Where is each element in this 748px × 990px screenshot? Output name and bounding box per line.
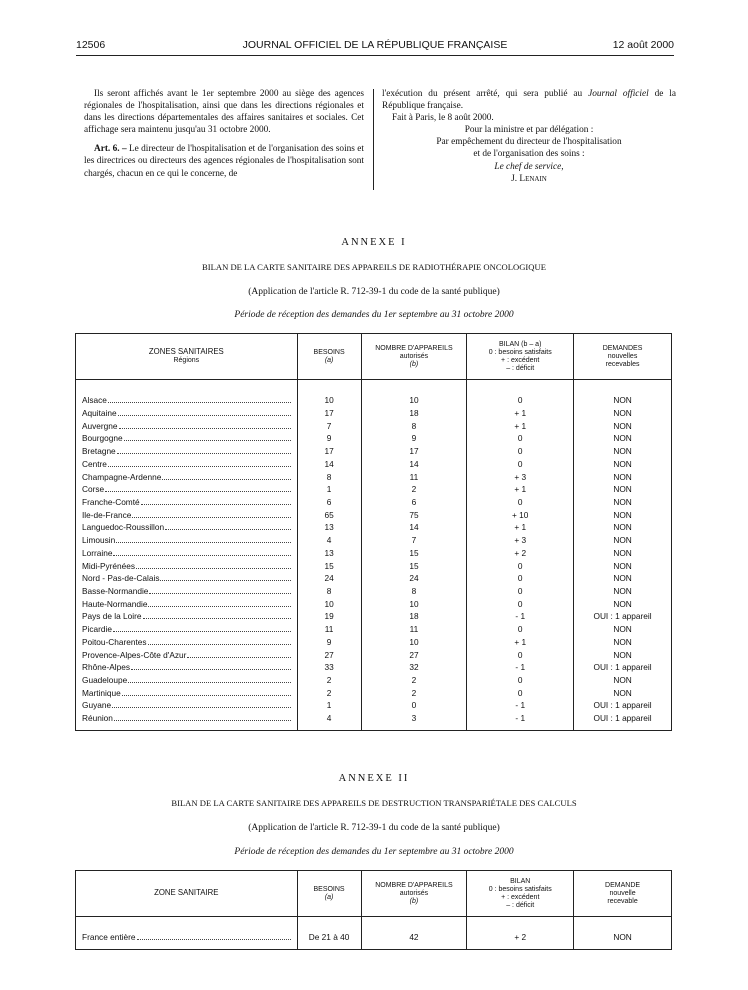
zone-label: Martinique [82,687,121,698]
leader-dots [148,637,291,645]
bilan-cell: 0 [467,674,574,687]
table-row [76,483,672,496]
autorises-cell: 2 [361,674,467,687]
col-header-autorises: NOMBRE D'APPAREILS autorisés (b) [361,334,467,380]
autorises-cell: 17 [361,445,467,458]
zone-cell [76,687,298,700]
besoins-cell: 15 [297,559,361,572]
leader-dots [108,395,291,403]
bilan-cell: 0 [467,559,574,572]
bilan-cell: 0 [467,445,574,458]
zone-label: Lorraine [82,547,113,558]
autorises-cell: 18 [361,610,467,623]
article-label: Art. 6. – [94,144,127,155]
demandes-cell: NON [574,470,672,483]
zone-cell [76,458,298,471]
besoins-cell: 19 [297,610,361,623]
col-header-zone: ZONE SANITAIRE [76,871,298,917]
col-header-bilan: BILAN 0 : besoins satisfaits + : excédent – : déficit [467,871,574,917]
table-row [76,432,672,445]
zone-cell [76,572,298,585]
leader-dots [124,433,291,441]
besoins-cell: 10 [297,598,361,611]
demandes-cell: NON [574,559,672,572]
zone-label: Champagne-Ardenne [82,471,162,482]
autorises-cell: 7 [361,534,467,547]
demandes-cell: NON [574,572,672,585]
bilan-cell: + 3 [467,534,574,547]
autorises-cell: 0 [361,699,467,712]
zone-label: Basse-Normandie [82,586,149,597]
table-row [76,394,672,407]
bilan-cell: 0 [467,585,574,598]
demandes-cell: NON [574,648,672,661]
left-column [84,88,364,180]
zone-cell [76,648,298,661]
autorises-cell: 18 [361,407,467,420]
journal-title: JOURNAL OFFICIEL DE LA RÉPUBLIQUE FRANÇAISE [242,39,508,51]
autorises-cell: 42 [361,931,467,944]
zone-cell [76,699,298,712]
leader-dots [131,662,291,670]
leader-dots [105,484,291,492]
leader-dots [116,535,290,543]
table-row [76,534,672,547]
zone-label: Franche-Comté [82,496,140,507]
table-row [76,623,672,636]
leader-dots [128,675,290,683]
table-row [76,636,672,649]
column-divider [373,89,374,190]
zone-label: Centre [82,458,107,469]
bilan-cell: 0 [467,598,574,611]
annex1-subtitle: BILAN DE LA CARTE SANITAIRE DES APPAREILS DE RADIOTHÉRAPIE ONCOLOGIQUE [202,262,546,272]
bilan-cell: + 10 [467,509,574,522]
autorises-cell: 15 [361,559,467,572]
table-row [76,458,672,471]
bilan-cell: + 2 [467,547,574,560]
demandes-cell: NON [574,636,672,649]
autorises-cell: 3 [361,712,467,725]
col-header-demande: DEMANDE nouvelle recevable [574,871,672,917]
besoins-cell: 4 [297,712,361,725]
table-row [76,674,672,687]
table-row [76,509,672,522]
zone-label: Bretagne [82,446,116,457]
annex1-header-row [76,334,672,380]
signature-line-2: Par empêchement du directeur de l'hospitalisation [436,137,622,148]
leader-dots [187,650,290,658]
demandes-cell: OUI : 1 appareil [574,712,672,725]
zone-cell [76,496,298,509]
zone-cell [76,661,298,674]
zone-cell [76,610,298,623]
demandes-cell: NON [574,394,672,407]
zone-label: Limousin [82,535,116,546]
demandes-cell: NON [574,585,672,598]
besoins-cell: 8 [297,470,361,483]
leader-dots [160,573,290,581]
zone-cell [76,432,298,445]
demandes-cell: NON [574,623,672,636]
demandes-cell: NON [574,598,672,611]
bilan-cell: + 2 [467,931,574,944]
leader-dots [162,472,290,480]
demandes-cell: NON [574,419,672,432]
leader-dots [132,510,290,518]
done-at-paris: Fait à Paris, le 8 août 2000. [392,113,494,124]
annex2-title: ANNEXE II [338,773,410,784]
zone-cell [76,534,298,547]
besoins-cell: 65 [297,509,361,522]
demandes-cell: NON [574,521,672,534]
annex2-period: Période de réception des demandes du 1er septembre au 31 octobre 2000 [234,847,514,857]
header-rule [76,55,674,56]
table-row [76,419,672,432]
autorises-cell: 14 [361,458,467,471]
zone-cell [76,509,298,522]
zone-label: Réunion [82,713,113,724]
right-column [382,88,676,185]
annex1-period: Période de réception des demandes du 1er septembre au 31 octobre 2000 [234,310,514,320]
table-row [76,572,672,585]
left-paragraph-2 [84,143,364,179]
bilan-cell: 0 [467,394,574,407]
bilan-cell: 0 [467,572,574,585]
demandes-cell: OUI : 1 appareil [574,699,672,712]
leader-dots [149,586,290,594]
besoins-cell: 13 [297,547,361,560]
zone-label: Nord - Pas-de-Calais [82,573,160,584]
signature-line-3: et de l'organisation des soins : [473,149,585,160]
leader-dots [137,932,291,940]
table-row [76,661,672,674]
table-row [76,598,672,611]
table-row [76,687,672,700]
bilan-cell: 0 [467,687,574,700]
besoins-cell: 14 [297,458,361,471]
signature-role: Le chef de service, [494,161,564,172]
col-header-autorises: NOMBRE D'APPAREILS autorisés (b) [361,871,467,917]
col-header-besoins: BESOINS (a) [297,871,361,917]
besoins-cell: 6 [297,496,361,509]
right-paragraph-text-b: de la République française. [382,89,676,112]
zone-label: Haute-Normandie [82,598,148,609]
annex2-subtitle: BILAN DE LA CARTE SANITAIRE DES APPAREILS DE DESTRUCTION TRANSPARIÉTALE DES CALCULS [171,798,577,808]
leader-dots [119,421,291,429]
zone-label: Corse [82,484,105,495]
bilan-cell: + 3 [467,470,574,483]
signature-line-4 [382,161,676,173]
table-row [76,445,672,458]
zone-cell [76,419,298,432]
zone-label: Poitou-Charentes [82,636,147,647]
signature-line-1: Pour la ministre et par délégation : [464,125,594,136]
autorises-cell: 10 [361,636,467,649]
right-paragraph-italic: Journal officiel [588,89,649,99]
zone-cell [76,674,298,687]
autorises-cell: 11 [361,623,467,636]
demandes-cell: NON [574,496,672,509]
zone-label: Languedoc-Roussillon [82,522,165,533]
right-paragraph-1 [382,88,676,112]
bilan-cell: - 1 [467,712,574,725]
bilan-cell: 0 [467,496,574,509]
right-paragraph-text-a: l'exécution du présent arrêté, qui sera publié au [382,89,589,99]
zone-cell [76,470,298,483]
demandes-cell: NON [574,687,672,700]
article-text: Le directeur de l'hospitalisation et de l'organisation des soins et les directrices ou directeurs des agences régionales de l'hospitalisation sont chargés, chacun en ce qui le concerne, de [84,144,364,179]
demandes-cell: NON [574,534,672,547]
table-row [76,496,672,509]
bilan-cell: + 1 [467,419,574,432]
besoins-cell: 9 [297,636,361,649]
demandes-cell: NON [574,432,672,445]
table-row [76,559,672,572]
zone-cell [76,547,298,560]
bilan-cell: 0 [467,458,574,471]
annex1-application: (Application de l'article R. 712-39-1 du code de la santé publique) [248,287,500,297]
besoins-cell: 1 [297,699,361,712]
leader-dots [165,522,291,530]
annex2-application: (Application de l'article R. 712-39-1 du code de la santé publique) [248,823,500,833]
table-row [76,931,672,944]
zone-label: Bourgogne [82,433,123,444]
besoins-cell: 8 [297,585,361,598]
col-header-besoins: BESOINS (a) [297,334,361,380]
table-row [76,547,672,560]
zone-label: Rhône-Alpes [82,662,130,673]
signature-name: J. Lenain [511,173,547,184]
table-row [76,585,672,598]
besoins-cell: 11 [297,623,361,636]
besoins-cell: 2 [297,674,361,687]
autorises-cell: 2 [361,687,467,700]
table-row [76,521,672,534]
leader-dots [122,688,291,696]
demandes-cell: NON [574,483,672,496]
leader-dots [114,713,291,721]
autorises-cell: 2 [361,483,467,496]
leader-dots [143,611,291,619]
leader-dots [118,408,291,416]
autorises-cell: 32 [361,661,467,674]
table-row [76,407,672,420]
zone-label: Auvergne [82,420,118,431]
leader-dots [113,548,290,556]
bilan-cell: 0 [467,432,574,445]
bilan-cell: + 1 [467,483,574,496]
demandes-cell: NON [574,458,672,471]
besoins-cell: 24 [297,572,361,585]
zone-cell [76,623,298,636]
demandes-cell: OUI : 1 appareil [574,610,672,623]
col-header-zones: ZONES SANITAIRES Régions [76,334,298,380]
zone-cell [76,483,298,496]
bilan-cell: 0 [467,648,574,661]
zone-label: Guadeloupe [82,675,128,686]
demandes-cell: NON [574,407,672,420]
autorises-cell: 10 [361,598,467,611]
zone-cell [76,636,298,649]
page-header [76,39,674,53]
zone-label: Ile-de-France [82,509,132,520]
besoins-cell: 27 [297,648,361,661]
zone-cell [76,712,298,725]
table-row [76,648,672,661]
autorises-cell: 6 [361,496,467,509]
bilan-cell: + 1 [467,407,574,420]
zone-label: Provence-Alpes-Côte d'Azur [82,649,187,660]
table-row [76,699,672,712]
demandes-cell: OUI : 1 appareil [574,661,672,674]
autorises-cell: 75 [361,509,467,522]
besoins-cell: 17 [297,445,361,458]
zone-cell [76,598,298,611]
autorises-cell: 9 [361,432,467,445]
besoins-cell: 33 [297,661,361,674]
zone-label: Pays de la Loire [82,611,142,622]
autorises-cell: 8 [361,585,467,598]
bilan-cell: - 1 [467,699,574,712]
demandes-cell: NON [574,509,672,522]
table-row [76,610,672,623]
zone-cell [76,931,298,944]
besoins-cell: 2 [297,687,361,700]
zone-cell [76,407,298,420]
table-row [76,712,672,725]
issue-date: 12 août 2000 [612,39,674,51]
besoins-cell: 17 [297,407,361,420]
besoins-cell: 9 [297,432,361,445]
bilan-cell: + 1 [467,521,574,534]
zone-cell [76,521,298,534]
bilan-cell: 0 [467,623,574,636]
zone-label: Guyane [82,700,112,711]
zone-cell [76,445,298,458]
demandes-cell: NON [574,445,672,458]
zone-label: Midi-Pyrénées [82,560,136,571]
autorises-cell: 10 [361,394,467,407]
besoins-cell: 4 [297,534,361,547]
leader-dots [113,624,291,632]
zone-cell [76,559,298,572]
demandes-cell: NON [574,547,672,560]
leader-dots [141,497,291,505]
leader-dots [112,700,291,708]
autorises-cell: 15 [361,547,467,560]
autorises-cell: 27 [361,648,467,661]
besoins-cell: 1 [297,483,361,496]
demandes-cell: NON [574,674,672,687]
annex2-header-row [76,871,672,917]
bilan-cell: - 1 [467,610,574,623]
leader-dots [108,459,291,467]
autorises-cell: 11 [361,470,467,483]
besoins-cell: 13 [297,521,361,534]
table-row [76,470,672,483]
bilan-cell: - 1 [467,661,574,674]
zone-cell [76,585,298,598]
zone-cell [76,394,298,407]
bilan-cell: + 1 [467,636,574,649]
zone-label: Aquitaine [82,407,117,418]
besoins-cell: 7 [297,419,361,432]
zone-label: France entière [82,932,136,943]
zone-label: Picardie [82,624,112,635]
leader-dots [136,561,291,569]
besoins-cell: De 21 à 40 [297,931,361,944]
annex1-table [75,333,672,731]
autorises-cell: 24 [361,572,467,585]
left-paragraph-1: Ils seront affichés avant le 1er septembre 2000 au siège des agences régionales de l'hospitalisation, ainsi que dans les directions régionales et dans les directions départementales des affaires sanitaires et sociales. Cet affichage sera maintenu jusqu'au 31 octobre 2000. [84,89,364,136]
zone-label: Alsace [82,395,107,406]
demandes-cell: NON [574,931,672,944]
annex1-title: ANNEXE I [341,237,407,248]
leader-dots [117,446,291,454]
autorises-cell: 8 [361,419,467,432]
page-number: 12506 [76,39,106,51]
leader-dots [148,599,290,607]
annex2-table [75,870,672,950]
col-header-bilan: BILAN (b – a) 0 : besoins satisfaits + : excédent – : déficit [467,334,574,380]
autorises-cell: 14 [361,521,467,534]
besoins-cell: 10 [297,394,361,407]
col-header-demandes: DEMANDES nouvelles recevables [574,334,672,380]
